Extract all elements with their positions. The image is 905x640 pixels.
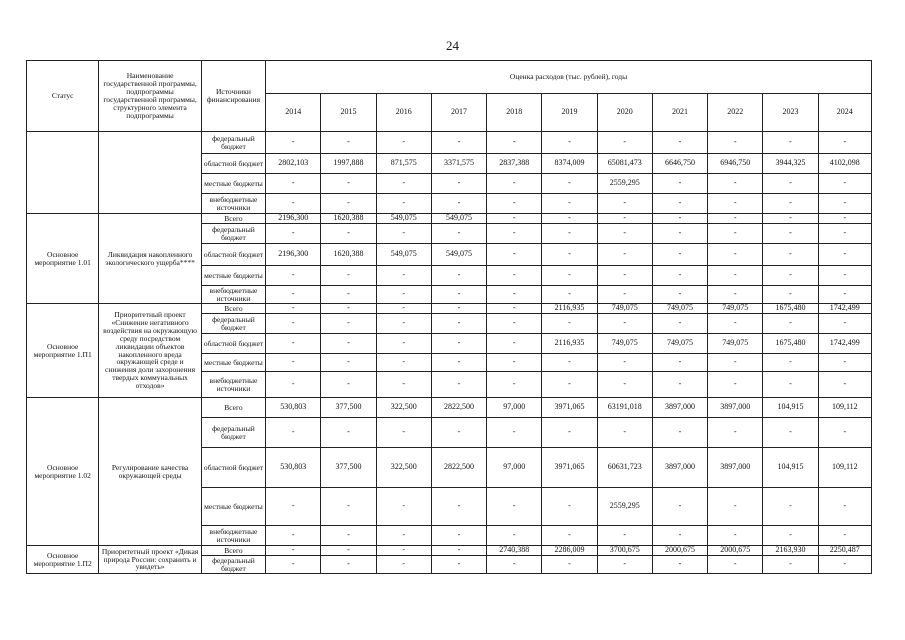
- value-cell: -: [487, 286, 542, 304]
- value-cell: -: [321, 556, 376, 574]
- value-cell: -: [321, 526, 376, 546]
- value-cell: 549,075: [376, 244, 431, 266]
- value-cell: -: [321, 174, 376, 194]
- funding-source-cell: местные бюджеты: [201, 488, 265, 526]
- value-cell: -: [708, 354, 763, 372]
- value-cell: 549,075: [376, 214, 431, 224]
- value-cell: -: [542, 418, 597, 448]
- header-name: Наименование государственной программы, подпрограммы государственной программы, структурного элемента подпрограммы: [99, 61, 201, 132]
- value-cell: -: [266, 372, 321, 398]
- value-cell: 2000,675: [708, 546, 763, 556]
- value-cell: -: [376, 194, 431, 214]
- value-cell: -: [431, 224, 486, 244]
- value-cell: -: [763, 314, 818, 334]
- header-sources: Источники финансирования: [201, 61, 265, 132]
- value-cell: -: [597, 286, 652, 304]
- funding-source-cell: федеральный бюджет: [201, 132, 265, 154]
- value-cell: -: [487, 418, 542, 448]
- funding-source-cell: областной бюджет: [201, 448, 265, 488]
- status-cell: Основное мероприятие 1.П1: [27, 304, 99, 398]
- value-cell: -: [487, 488, 542, 526]
- value-cell: -: [431, 418, 486, 448]
- value-cell: -: [818, 224, 871, 244]
- value-cell: -: [763, 286, 818, 304]
- value-cell: 104,915: [763, 448, 818, 488]
- header-estimate: Оценка расходов (тыс. рублей), годы: [266, 61, 872, 94]
- value-cell: 322,500: [376, 448, 431, 488]
- value-cell: -: [597, 556, 652, 574]
- value-cell: -: [542, 286, 597, 304]
- table-row: [27, 304, 872, 314]
- value-cell: 6646,750: [652, 154, 707, 174]
- program-name-cell: Приоритетный проект «Дикая природа России: сохранить и увидеть»: [99, 546, 201, 574]
- value-cell: -: [652, 314, 707, 334]
- value-cell: -: [708, 314, 763, 334]
- value-cell: -: [542, 214, 597, 224]
- table-row: [27, 132, 872, 154]
- value-cell: -: [818, 372, 871, 398]
- value-cell: -: [376, 266, 431, 286]
- table-row: [27, 214, 872, 224]
- value-cell: -: [652, 244, 707, 266]
- value-cell: -: [818, 354, 871, 372]
- value-cell: -: [597, 314, 652, 334]
- value-cell: -: [763, 266, 818, 286]
- value-cell: -: [376, 488, 431, 526]
- value-cell: -: [818, 314, 871, 334]
- value-cell: -: [597, 194, 652, 214]
- value-cell: 2802,103: [266, 154, 321, 174]
- value-cell: 530,803: [266, 448, 321, 488]
- funding-source-cell: Всего: [201, 304, 265, 314]
- table-row: [27, 546, 872, 556]
- value-cell: -: [763, 132, 818, 154]
- value-cell: -: [818, 194, 871, 214]
- value-cell: -: [321, 334, 376, 354]
- value-cell: 749,075: [708, 334, 763, 354]
- value-cell: 3700,675: [597, 546, 652, 556]
- funding-source-cell: областной бюджет: [201, 244, 265, 266]
- value-cell: -: [652, 286, 707, 304]
- value-cell: -: [266, 418, 321, 448]
- value-cell: 2116,935: [542, 334, 597, 354]
- value-cell: 3944,325: [763, 154, 818, 174]
- value-cell: -: [266, 194, 321, 214]
- value-cell: -: [652, 224, 707, 244]
- funding-source-cell: федеральный бюджет: [201, 418, 265, 448]
- value-cell: 749,075: [708, 304, 763, 314]
- value-cell: -: [321, 224, 376, 244]
- value-cell: -: [652, 194, 707, 214]
- value-cell: -: [708, 132, 763, 154]
- value-cell: 2116,935: [542, 304, 597, 314]
- value-cell: 3897,000: [708, 398, 763, 418]
- value-cell: -: [266, 546, 321, 556]
- value-cell: -: [542, 556, 597, 574]
- value-cell: -: [818, 526, 871, 546]
- value-cell: -: [321, 418, 376, 448]
- value-cell: -: [708, 224, 763, 244]
- value-cell: -: [818, 214, 871, 224]
- value-cell: -: [431, 354, 486, 372]
- value-cell: -: [542, 488, 597, 526]
- funding-source-cell: местные бюджеты: [201, 354, 265, 372]
- page-number: 24: [446, 38, 459, 53]
- value-cell: 104,915: [763, 398, 818, 418]
- value-cell: -: [652, 132, 707, 154]
- value-cell: -: [763, 418, 818, 448]
- value-cell: -: [652, 372, 707, 398]
- value-cell: -: [597, 224, 652, 244]
- value-cell: -: [652, 526, 707, 546]
- value-cell: 3971,065: [542, 398, 597, 418]
- value-cell: -: [542, 314, 597, 334]
- value-cell: 2163,930: [763, 546, 818, 556]
- program-name-cell: Регулирование качества окружающей среды: [99, 398, 201, 546]
- value-cell: 871,575: [376, 154, 431, 174]
- value-cell: -: [376, 334, 431, 354]
- status-cell: Основное мероприятие 1.02: [27, 398, 99, 546]
- table-row: [27, 398, 872, 418]
- value-cell: -: [266, 174, 321, 194]
- value-cell: -: [708, 194, 763, 214]
- funding-source-cell: местные бюджеты: [201, 266, 265, 286]
- value-cell: 2822,500: [431, 448, 486, 488]
- value-cell: 3971,065: [542, 448, 597, 488]
- value-cell: -: [376, 304, 431, 314]
- header-year: 2016: [376, 94, 431, 132]
- value-cell: -: [376, 418, 431, 448]
- value-cell: -: [597, 526, 652, 546]
- value-cell: -: [376, 556, 431, 574]
- value-cell: -: [487, 304, 542, 314]
- value-cell: -: [266, 334, 321, 354]
- funding-source-cell: местные бюджеты: [201, 174, 265, 194]
- value-cell: -: [708, 174, 763, 194]
- funding-source-cell: областной бюджет: [201, 334, 265, 354]
- value-cell: -: [597, 214, 652, 224]
- value-cell: -: [321, 372, 376, 398]
- value-cell: -: [597, 132, 652, 154]
- value-cell: -: [431, 286, 486, 304]
- value-cell: -: [431, 334, 486, 354]
- value-cell: -: [376, 354, 431, 372]
- value-cell: -: [818, 556, 871, 574]
- value-cell: -: [763, 214, 818, 224]
- header-year: 2017: [431, 94, 486, 132]
- header-year: 2015: [321, 94, 376, 132]
- value-cell: 530,803: [266, 398, 321, 418]
- value-cell: -: [376, 546, 431, 556]
- value-cell: -: [708, 244, 763, 266]
- value-cell: -: [487, 526, 542, 546]
- funding-source-cell: федеральный бюджет: [201, 556, 265, 574]
- header-year: 2021: [652, 94, 707, 132]
- value-cell: -: [431, 174, 486, 194]
- value-cell: -: [652, 214, 707, 224]
- value-cell: 549,075: [431, 214, 486, 224]
- value-cell: -: [376, 526, 431, 546]
- value-cell: 3897,000: [652, 398, 707, 418]
- value-cell: 109,112: [818, 448, 871, 488]
- value-cell: -: [763, 488, 818, 526]
- value-cell: -: [597, 244, 652, 266]
- funding-source-cell: внебюджетные источники: [201, 194, 265, 214]
- value-cell: -: [431, 194, 486, 214]
- header-year: 2024: [818, 94, 871, 132]
- value-cell: -: [266, 286, 321, 304]
- value-cell: -: [431, 314, 486, 334]
- value-cell: 60631,723: [597, 448, 652, 488]
- header-year: 2018: [487, 94, 542, 132]
- funding-source-cell: внебюджетные источники: [201, 372, 265, 398]
- value-cell: 109,112: [818, 398, 871, 418]
- value-cell: -: [542, 266, 597, 286]
- value-cell: -: [321, 488, 376, 526]
- value-cell: -: [763, 244, 818, 266]
- value-cell: 749,075: [597, 304, 652, 314]
- value-cell: -: [431, 304, 486, 314]
- value-cell: 4102,098: [818, 154, 871, 174]
- value-cell: -: [597, 372, 652, 398]
- value-cell: 3897,000: [652, 448, 707, 488]
- value-cell: -: [818, 488, 871, 526]
- funding-source-cell: федеральный бюджет: [201, 224, 265, 244]
- value-cell: -: [487, 556, 542, 574]
- status-cell: Основное мероприятие 1.01: [27, 214, 99, 304]
- value-cell: 749,075: [597, 334, 652, 354]
- value-cell: -: [431, 526, 486, 546]
- value-cell: -: [763, 354, 818, 372]
- value-cell: -: [652, 266, 707, 286]
- value-cell: -: [763, 224, 818, 244]
- value-cell: 2837,388: [487, 154, 542, 174]
- value-cell: 2740,388: [487, 546, 542, 556]
- value-cell: -: [708, 286, 763, 304]
- value-cell: 377,500: [321, 398, 376, 418]
- value-cell: -: [818, 418, 871, 448]
- value-cell: -: [597, 266, 652, 286]
- value-cell: -: [321, 132, 376, 154]
- value-cell: -: [266, 354, 321, 372]
- header-status: Статус: [27, 61, 99, 132]
- value-cell: -: [431, 266, 486, 286]
- value-cell: 2000,675: [652, 546, 707, 556]
- value-cell: -: [542, 174, 597, 194]
- value-cell: -: [763, 372, 818, 398]
- value-cell: -: [542, 372, 597, 398]
- value-cell: -: [487, 174, 542, 194]
- value-cell: -: [487, 132, 542, 154]
- funding-source-cell: федеральный бюджет: [201, 314, 265, 334]
- value-cell: -: [431, 372, 486, 398]
- value-cell: 3897,000: [708, 448, 763, 488]
- header-year: 2023: [763, 94, 818, 132]
- value-cell: -: [542, 244, 597, 266]
- status-cell: [27, 132, 99, 214]
- value-cell: 1675,480: [763, 334, 818, 354]
- funding-source-cell: внебюджетные источники: [201, 526, 265, 546]
- value-cell: -: [542, 194, 597, 214]
- value-cell: -: [708, 214, 763, 224]
- value-cell: 1997,888: [321, 154, 376, 174]
- value-cell: -: [487, 194, 542, 214]
- value-cell: -: [542, 132, 597, 154]
- value-cell: -: [708, 556, 763, 574]
- value-cell: 1742,499: [818, 334, 871, 354]
- value-cell: -: [321, 546, 376, 556]
- value-cell: -: [321, 314, 376, 334]
- value-cell: -: [763, 174, 818, 194]
- value-cell: -: [652, 354, 707, 372]
- value-cell: -: [708, 372, 763, 398]
- value-cell: 549,075: [431, 244, 486, 266]
- value-cell: -: [266, 304, 321, 314]
- funding-source-cell: областной бюджет: [201, 154, 265, 174]
- value-cell: 322,500: [376, 398, 431, 418]
- header-year: 2022: [708, 94, 763, 132]
- value-cell: -: [708, 266, 763, 286]
- value-cell: -: [376, 132, 431, 154]
- funding-source-cell: Всего: [201, 398, 265, 418]
- value-cell: 2822,500: [431, 398, 486, 418]
- value-cell: -: [708, 488, 763, 526]
- value-cell: 2196,300: [266, 214, 321, 224]
- funding-source-cell: Всего: [201, 214, 265, 224]
- value-cell: -: [321, 304, 376, 314]
- value-cell: -: [487, 214, 542, 224]
- value-cell: -: [763, 556, 818, 574]
- program-name-cell: [99, 132, 201, 214]
- value-cell: -: [321, 286, 376, 304]
- value-cell: -: [266, 526, 321, 546]
- value-cell: -: [487, 224, 542, 244]
- value-cell: -: [818, 266, 871, 286]
- value-cell: -: [376, 224, 431, 244]
- program-name-cell: Приоритетный проект «Снижение негативного воздействия на окружающую среду посредством ликвидации объектов накопленного вреда окружающей среде и снижения доли захоронения твердых коммунальных отходов»: [99, 304, 201, 398]
- value-cell: 2196,300: [266, 244, 321, 266]
- value-cell: -: [431, 488, 486, 526]
- value-cell: -: [652, 556, 707, 574]
- value-cell: -: [376, 174, 431, 194]
- value-cell: 749,075: [652, 334, 707, 354]
- value-cell: 1742,499: [818, 304, 871, 314]
- value-cell: -: [376, 314, 431, 334]
- value-cell: -: [376, 286, 431, 304]
- value-cell: 97,000: [487, 448, 542, 488]
- value-cell: 1620,388: [321, 214, 376, 224]
- value-cell: -: [542, 354, 597, 372]
- header-year: 2019: [542, 94, 597, 132]
- funding-source-cell: внебюджетные источники: [201, 286, 265, 304]
- value-cell: 2250,487: [818, 546, 871, 556]
- value-cell: -: [487, 354, 542, 372]
- value-cell: 1675,480: [763, 304, 818, 314]
- value-cell: -: [818, 174, 871, 194]
- value-cell: -: [376, 372, 431, 398]
- funding-source-cell: Всего: [201, 546, 265, 556]
- value-cell: -: [542, 224, 597, 244]
- value-cell: -: [487, 244, 542, 266]
- value-cell: -: [321, 354, 376, 372]
- value-cell: 65081,473: [597, 154, 652, 174]
- value-cell: -: [431, 556, 486, 574]
- header-year: 2020: [597, 94, 652, 132]
- value-cell: -: [266, 132, 321, 154]
- value-cell: -: [763, 526, 818, 546]
- value-cell: 2559,295: [597, 488, 652, 526]
- value-cell: -: [652, 174, 707, 194]
- value-cell: 6946,750: [708, 154, 763, 174]
- value-cell: 63191,018: [597, 398, 652, 418]
- value-cell: -: [266, 488, 321, 526]
- value-cell: -: [597, 354, 652, 372]
- value-cell: -: [266, 314, 321, 334]
- program-name-cell: Ликвидация накопленного экологического ущерба****: [99, 214, 201, 304]
- value-cell: -: [818, 286, 871, 304]
- value-cell: 1620,388: [321, 244, 376, 266]
- value-cell: 2286,009: [542, 546, 597, 556]
- header-year: 2014: [266, 94, 321, 132]
- value-cell: 2559,295: [597, 174, 652, 194]
- value-cell: -: [321, 194, 376, 214]
- value-cell: -: [487, 372, 542, 398]
- value-cell: -: [708, 418, 763, 448]
- value-cell: -: [652, 488, 707, 526]
- value-cell: 97,000: [487, 398, 542, 418]
- value-cell: -: [487, 334, 542, 354]
- value-cell: -: [266, 266, 321, 286]
- value-cell: -: [321, 266, 376, 286]
- expenditure-table: [26, 60, 872, 574]
- value-cell: -: [818, 132, 871, 154]
- value-cell: -: [708, 526, 763, 546]
- value-cell: -: [266, 556, 321, 574]
- value-cell: -: [431, 546, 486, 556]
- value-cell: -: [487, 314, 542, 334]
- value-cell: -: [431, 132, 486, 154]
- value-cell: 749,075: [652, 304, 707, 314]
- value-cell: -: [266, 224, 321, 244]
- value-cell: -: [487, 266, 542, 286]
- value-cell: -: [542, 526, 597, 546]
- value-cell: 8374,009: [542, 154, 597, 174]
- value-cell: 3371,575: [431, 154, 486, 174]
- status-cell: Основное мероприятие 1.П2: [27, 546, 99, 574]
- value-cell: -: [818, 244, 871, 266]
- value-cell: -: [763, 194, 818, 214]
- value-cell: 377,500: [321, 448, 376, 488]
- value-cell: -: [597, 418, 652, 448]
- value-cell: -: [652, 418, 707, 448]
